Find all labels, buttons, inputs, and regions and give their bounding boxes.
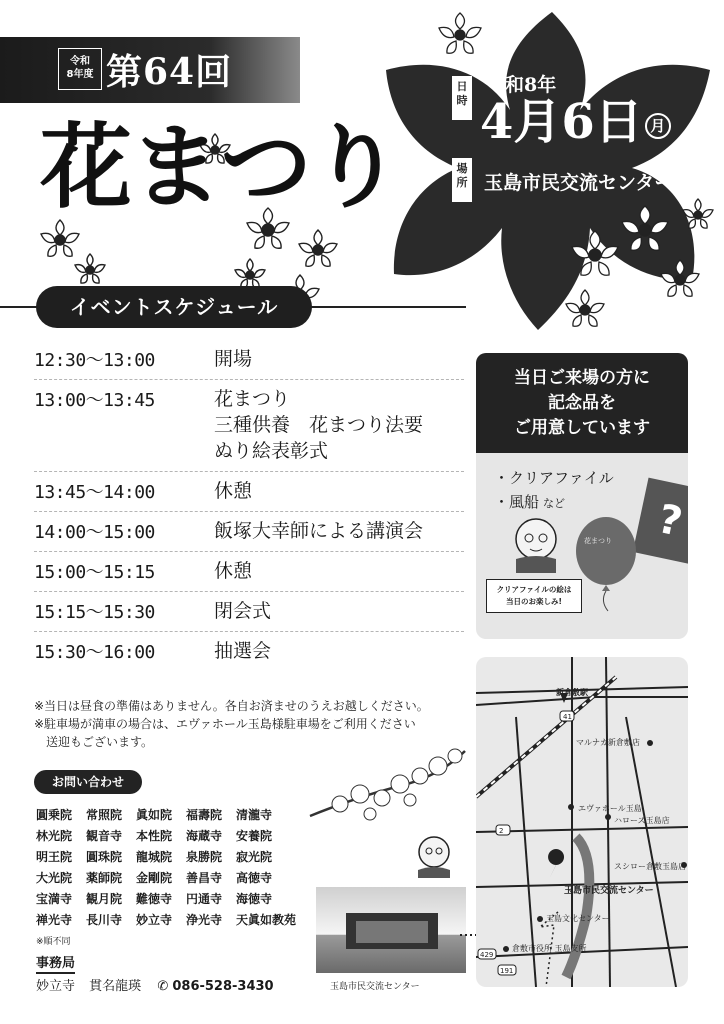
temple-row bbox=[36, 890, 286, 911]
schedule-event: 飯塚大幸師による講演会 bbox=[214, 520, 424, 542]
note-lunch: ※当日は昼食の準備はありません。各自お済ませのうえお越しください。 bbox=[34, 699, 429, 713]
temple-name: 妙立寺 bbox=[136, 913, 173, 927]
temple-row bbox=[36, 827, 286, 848]
edition-number: 第64回 bbox=[106, 51, 233, 93]
schedule-time: 15:30〜16:00 bbox=[34, 642, 155, 663]
temple-name: 海徳寺 bbox=[236, 892, 273, 906]
schedule-event: 閉会式 bbox=[214, 600, 272, 622]
temple-row bbox=[36, 911, 297, 932]
schedule-row bbox=[34, 632, 464, 671]
schedule-event: 休憩 bbox=[214, 560, 253, 582]
temple-name: 海蔵寺 bbox=[186, 829, 223, 843]
note-parking: ※駐車場が満車の場合は、エヴァホール玉島様駐車場をご利用ください bbox=[34, 717, 416, 731]
map-route-191: 191 bbox=[500, 967, 514, 975]
photo-caption: 玉島市民交流センター bbox=[330, 982, 420, 992]
phone-icon: ✆ bbox=[157, 979, 169, 994]
temple-name: 安養院 bbox=[236, 829, 273, 843]
temple-name: 善昌寺 bbox=[186, 871, 223, 885]
schedule-heading: イベントスケジュール bbox=[36, 286, 312, 328]
venue-label: 場所 bbox=[452, 158, 472, 202]
date-label: 日時 bbox=[452, 76, 472, 120]
schedule-row bbox=[34, 512, 464, 552]
temple-row bbox=[36, 806, 286, 827]
gift-heading bbox=[476, 353, 688, 453]
sign-line-1: クリアファイルの絵は bbox=[496, 585, 572, 594]
temple-name: 薬師院 bbox=[86, 871, 123, 885]
building-window bbox=[356, 921, 428, 943]
phone-number[interactable]: 086-528-3430 bbox=[172, 979, 274, 994]
temple-name: 天眞如教苑 bbox=[236, 913, 297, 927]
temple-name: 圓乗院 bbox=[36, 808, 73, 822]
gift-line-1: 当日ご来場の方に bbox=[514, 368, 650, 388]
temple-name: 高徳寺 bbox=[236, 871, 273, 885]
date-era: 令和8年 bbox=[486, 74, 557, 96]
order-note: ※順不同 bbox=[36, 937, 71, 947]
schedule-row bbox=[34, 472, 464, 512]
office-info bbox=[36, 975, 274, 994]
map-venue: 玉島市民交流センター bbox=[564, 886, 654, 896]
contact-heading: お問い合わせ bbox=[34, 770, 142, 794]
map-shiyakusho: 倉敷市役所 玉島支所 bbox=[512, 944, 587, 953]
schedule-row bbox=[34, 340, 464, 380]
temple-name: 清瀧寺 bbox=[236, 808, 273, 822]
era-badge bbox=[58, 48, 102, 90]
schedule-row bbox=[34, 592, 464, 632]
temple-name: 圓珠院 bbox=[86, 850, 123, 864]
temple-name: 常照院 bbox=[86, 808, 123, 822]
temple-name: 円通寺 bbox=[186, 892, 223, 906]
question-mark-icon: ? bbox=[653, 496, 687, 546]
gift-panel bbox=[476, 353, 688, 639]
map-sushiro: スシロー倉敷玉島店 bbox=[614, 862, 686, 871]
map-route-41: 41 bbox=[563, 713, 572, 721]
temple-row bbox=[36, 848, 286, 869]
date-weekday: 月 bbox=[645, 113, 671, 139]
map-bunka: 玉島文化センター bbox=[546, 914, 610, 923]
schedule-row bbox=[34, 380, 464, 472]
temple-name: 金剛院 bbox=[136, 871, 173, 885]
temple-name: 明王院 bbox=[36, 850, 73, 864]
schedule-list bbox=[34, 340, 464, 671]
venue-photo bbox=[316, 887, 466, 973]
schedule-time: 15:00〜15:15 bbox=[34, 562, 155, 583]
temple-name: 長川寺 bbox=[86, 913, 123, 927]
gift-item-balloon bbox=[494, 491, 565, 512]
map-station-label: 新倉敷駅 bbox=[556, 688, 588, 697]
map-route-429: 429 bbox=[480, 951, 494, 959]
note-shuttle: 送迎もございます。 bbox=[46, 735, 154, 749]
temple-name: 宝満寺 bbox=[36, 892, 73, 906]
monk-waving-icon bbox=[410, 830, 458, 878]
gift-line-2: 記念品を bbox=[548, 393, 616, 413]
temple-name: 大光院 bbox=[36, 871, 73, 885]
schedule-event: 開場 bbox=[214, 348, 253, 370]
era-line-1: 令和 bbox=[70, 56, 90, 67]
schedule-time: 12:30〜13:00 bbox=[34, 350, 155, 371]
monk-character-icon bbox=[506, 513, 566, 573]
temple-name: 観月院 bbox=[86, 892, 123, 906]
gift-item-balloon-label: ・風船 bbox=[494, 493, 540, 511]
venue-name: 玉島市民交流センター bbox=[484, 172, 674, 194]
temple-name: 林光院 bbox=[36, 829, 73, 843]
gift-item-clearfile: ・クリアファイル bbox=[494, 469, 614, 487]
temple-name: 浄光寺 bbox=[186, 913, 223, 927]
office-heading: 事務局 bbox=[36, 952, 75, 974]
map-evahall: エヴァホール玉島 bbox=[578, 804, 642, 813]
balloon-label: 花まつり bbox=[584, 537, 612, 545]
era-line-2: 8年度 bbox=[66, 69, 94, 80]
office-person: 貫名龍瑛 bbox=[89, 979, 142, 994]
schedule-event: 抽選会 bbox=[214, 640, 272, 662]
map-marunaka: マルナカ新倉敷店 bbox=[576, 738, 640, 747]
temple-name: 眞如院 bbox=[136, 808, 173, 822]
event-date bbox=[480, 92, 671, 152]
temple-name: 福壽院 bbox=[186, 808, 223, 822]
schedule-time: 13:45〜14:00 bbox=[34, 482, 155, 503]
temple-name: 龍城院 bbox=[136, 850, 173, 864]
clearfile-sign bbox=[486, 579, 582, 613]
schedule-event: 休憩 bbox=[214, 480, 253, 502]
schedule-event: 花まつり 三種供養 花まつり法要 ぬり絵表彰式 bbox=[214, 388, 424, 462]
gift-item-suffix: など bbox=[543, 497, 566, 510]
sign-line-2: 当日のお楽しみ! bbox=[506, 597, 562, 606]
main-title: 花まつり bbox=[40, 113, 401, 221]
temple-name: 禅光寺 bbox=[36, 913, 73, 927]
temple-name: 本性院 bbox=[136, 829, 173, 843]
temple-name: 観音寺 bbox=[86, 829, 123, 843]
temple-name: 難徳寺 bbox=[136, 892, 173, 906]
schedule-time: 13:00〜13:45 bbox=[34, 390, 155, 411]
balloon-icon bbox=[572, 513, 642, 613]
office-temple: 妙立寺 bbox=[36, 979, 76, 994]
date-month-day: 4月6日 bbox=[480, 94, 643, 150]
temple-list bbox=[36, 806, 297, 947]
schedule-time: 14:00〜15:00 bbox=[34, 522, 155, 543]
temple-row bbox=[36, 869, 286, 890]
map-route-2: 2 bbox=[499, 827, 504, 835]
gift-line-3: ご用意しています bbox=[514, 418, 650, 438]
map-harose: ハローズ玉島店 bbox=[614, 816, 670, 825]
temple-name: 寂光院 bbox=[236, 850, 273, 864]
access-map bbox=[476, 657, 688, 987]
schedule-row bbox=[34, 552, 464, 592]
schedule-time: 15:15〜15:30 bbox=[34, 602, 155, 623]
temple-name: 泉勝院 bbox=[186, 850, 223, 864]
